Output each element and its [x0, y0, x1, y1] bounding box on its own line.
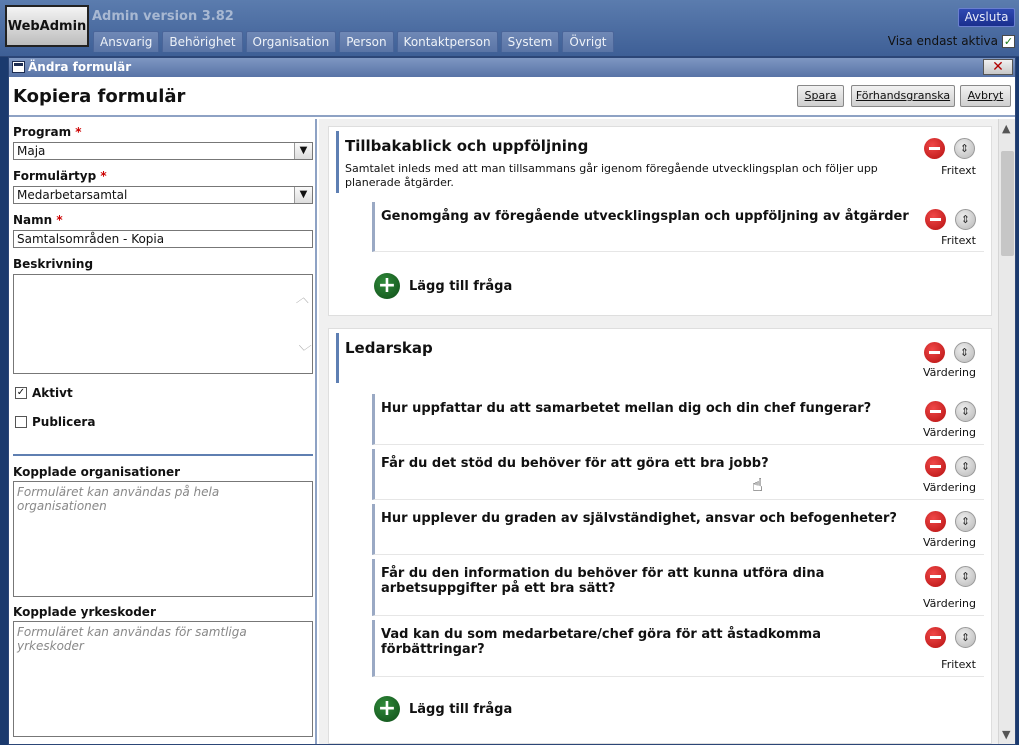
plus-icon: +	[374, 696, 400, 722]
tab-kontaktperson[interactable]: Kontaktperson	[397, 31, 498, 52]
scroll-up-icon[interactable]: ︿	[295, 291, 309, 306]
question-title: Får du det stöd du behöver för att göra ett bra jobb?	[381, 456, 769, 471]
program-label: Program *	[13, 125, 82, 139]
chevron-down-icon[interactable]: ▼	[294, 187, 312, 203]
section-type: Värdering	[922, 366, 976, 379]
linked-orgs-label: Kopplade organisationer	[13, 465, 181, 479]
question-type: Värdering	[922, 426, 976, 439]
form-content-panel	[319, 119, 1015, 744]
save-button[interactable]: Spara	[797, 85, 844, 107]
question-title: Hur uppfattar du att samarbetet mellan dig och din chef fungerar?	[381, 401, 872, 416]
publish-checkbox-row[interactable]	[15, 415, 95, 429]
only-active-toggle[interactable]	[888, 34, 1015, 48]
section-header[interactable]	[336, 131, 984, 193]
section-type: Fritext	[941, 164, 976, 177]
question-title: Genomgång av föregående utvecklingsplan och uppföljning av åtgärder	[381, 209, 909, 224]
question-type: Fritext	[941, 234, 976, 247]
question-title: Vad kan du som medarbetare/chef göra för att åstadkomma förbättringar?	[381, 627, 821, 657]
question-title: Får du den information du behöver för att kunna utföra dina arbetsuppgifter på ett bra sätt?	[381, 566, 825, 596]
section-title: Tillbakablick och uppföljning	[345, 137, 589, 155]
active-label: Aktivt	[32, 386, 73, 400]
tab-person[interactable]: Person	[339, 31, 393, 52]
main-nav-tabs	[93, 31, 614, 52]
remove-icon[interactable]	[925, 401, 946, 422]
tab-behorighet[interactable]: Behörighet	[162, 31, 242, 52]
question-type: Värdering	[922, 481, 976, 494]
form-type-select[interactable]	[13, 186, 313, 204]
edit-form-dialog	[8, 57, 1016, 745]
active-checkbox-row[interactable]	[15, 386, 73, 400]
logout-button[interactable]: Avsluta	[958, 8, 1015, 27]
scroll-down-icon[interactable]: ﹀	[295, 345, 309, 360]
active-checkbox[interactable]: ✓	[16, 387, 26, 398]
program-select[interactable]	[13, 142, 313, 160]
question-item[interactable]	[372, 394, 984, 445]
move-icon[interactable]: ⇕	[955, 209, 976, 230]
hand-cursor-icon: ☝	[752, 475, 763, 496]
move-icon[interactable]: ⇕	[955, 511, 976, 532]
question-type: Fritext	[941, 658, 976, 671]
add-question-label: Lägg till fråga	[409, 278, 513, 294]
question-item[interactable]	[372, 202, 984, 252]
only-active-label: Visa endast aktiva	[887, 34, 998, 48]
only-active-checkbox[interactable]: ✓	[1003, 34, 1014, 48]
remove-icon[interactable]	[925, 209, 946, 230]
add-question-button[interactable]	[374, 696, 512, 722]
question-item[interactable]	[372, 504, 984, 555]
description-label: Beskrivning	[13, 257, 94, 271]
section-header[interactable]	[336, 333, 984, 383]
form-type-label: Formulärtyp *	[13, 169, 107, 183]
move-icon[interactable]: ⇕	[955, 456, 976, 477]
section-divider	[13, 454, 313, 456]
tab-organisation[interactable]: Organisation	[246, 31, 337, 52]
form-type-value: Medarbetarsamtal	[17, 188, 128, 202]
question-type: Värdering	[922, 597, 976, 610]
cancel-button[interactable]: Avbryt	[960, 85, 1011, 107]
section-card	[328, 328, 992, 744]
form-properties-panel	[9, 119, 317, 744]
plus-icon: +	[374, 273, 400, 299]
linked-codes-box[interactable]: Formuläret kan användas för samtliga yrkeskoder	[13, 621, 313, 737]
move-icon[interactable]: ⇕	[955, 401, 976, 422]
name-input[interactable]: Samtalsområden - Kopia	[13, 230, 313, 248]
name-label: Namn *	[13, 213, 63, 227]
publish-label: Publicera	[32, 415, 96, 429]
question-item[interactable]	[372, 449, 984, 500]
remove-icon[interactable]	[924, 138, 945, 159]
add-question-button[interactable]	[374, 273, 512, 299]
scroll-up-icon[interactable]: ▲	[1002, 122, 1011, 135]
publish-checkbox[interactable]	[15, 416, 27, 428]
dialog-header	[9, 77, 1015, 117]
linked-orgs-box[interactable]: Formuläret kan användas på hela organisationen	[13, 481, 313, 597]
close-icon[interactable]: ✕	[983, 59, 1013, 75]
remove-icon[interactable]	[925, 511, 946, 532]
move-icon[interactable]: ⇕	[955, 627, 976, 648]
app-version: Admin version 3.82	[92, 9, 234, 24]
page-title: Kopiera formulär	[13, 86, 186, 107]
program-value: Maja	[17, 144, 46, 158]
dialog-title-bar	[9, 58, 1015, 77]
question-item[interactable]	[372, 620, 984, 677]
question-type: Värdering	[922, 536, 976, 549]
webadmin-logo: WebAdmin	[5, 5, 89, 47]
dialog-window-title: Ändra formulär	[28, 60, 132, 74]
chevron-down-icon[interactable]: ▼	[294, 143, 312, 159]
remove-icon[interactable]	[924, 342, 945, 363]
move-icon[interactable]: ⇕	[954, 342, 975, 363]
tab-system[interactable]: System	[501, 31, 560, 52]
window-icon	[12, 61, 25, 73]
section-card	[328, 126, 992, 316]
move-icon[interactable]: ⇕	[954, 138, 975, 159]
top-app-bar	[0, 0, 1019, 57]
remove-icon[interactable]	[925, 456, 946, 477]
scroll-down-icon[interactable]: ▼	[1002, 728, 1011, 741]
add-question-label: Lägg till fråga	[409, 701, 513, 717]
preview-button[interactable]: Förhandsgranska	[851, 85, 955, 107]
scrollbar-thumb[interactable]	[1001, 151, 1014, 256]
question-item[interactable]	[372, 559, 984, 616]
linked-codes-label: Kopplade yrkeskoder	[13, 605, 156, 619]
remove-icon[interactable]	[925, 566, 946, 587]
content-scrollbar[interactable]	[998, 119, 1015, 744]
move-icon[interactable]: ⇕	[955, 566, 976, 587]
remove-icon[interactable]	[925, 627, 946, 648]
tab-ansvarig[interactable]: Ansvarig	[93, 31, 159, 52]
section-title: Ledarskap	[345, 339, 433, 357]
description-textarea[interactable]	[13, 274, 313, 374]
tab-ovrigt[interactable]: Övrigt	[562, 31, 613, 52]
question-title: Hur upplever du graden av självständighet, ansvar och befogenheter?	[381, 511, 897, 526]
section-description: Samtalet inleds med att man tillsammans går igenom föregående utvecklingsplan och följer upp planerade åtgärder.	[345, 162, 878, 189]
